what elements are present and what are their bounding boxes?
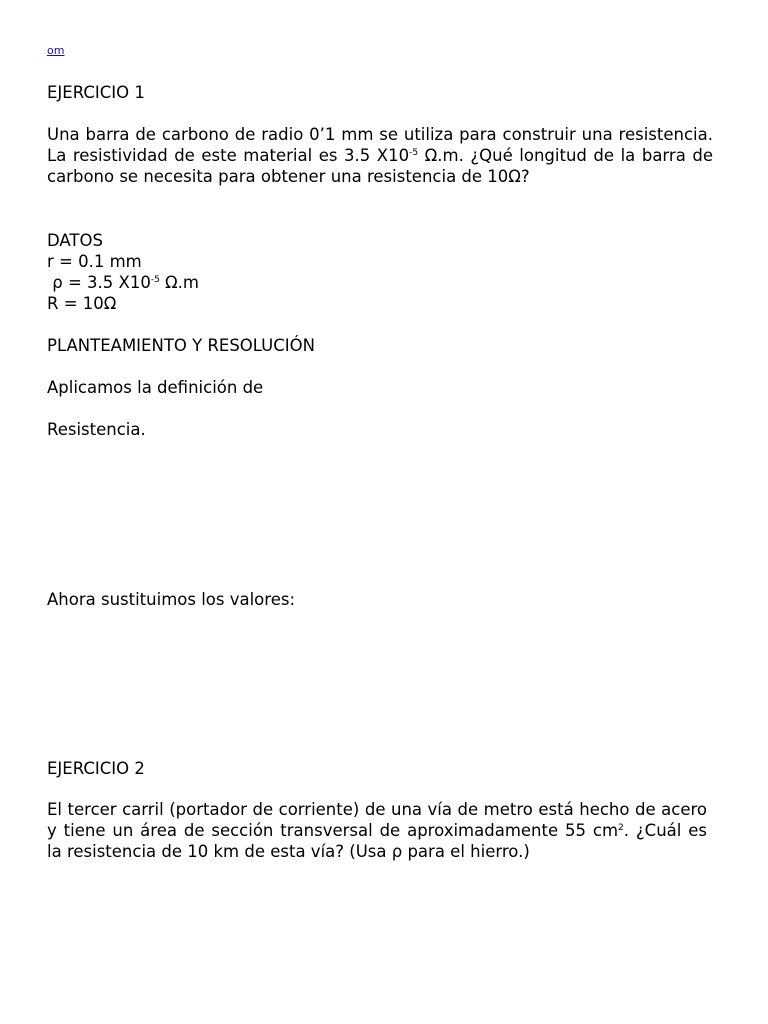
datos-resistance: R = 10Ω (47, 294, 117, 313)
exercise-2-title: EJERCICIO 2 (47, 759, 145, 778)
datos-resistivity-unit: Ω.m (159, 273, 199, 292)
exercise-1-statement (47, 124, 713, 187)
planteamiento-title: PLANTEAMIENTO Y RESOLUCIÓN (47, 336, 315, 355)
document-page (47, 0, 713, 1024)
exercise-2-statement (47, 799, 707, 862)
exercise-1-statement-text: Una barra de carbono de radio 0’1 mm se utiliza para construir una resistencia. La resistividad de este material es 3.5 X10 (47, 125, 713, 165)
ahora-text: Ahora sustituimos los valores: (47, 590, 296, 609)
datos-title: DATOS (47, 231, 103, 250)
datos-radius: r = 0.1 mm (47, 252, 142, 271)
resistencia-text: Resistencia. (47, 420, 146, 439)
datos-resistivity (47, 272, 713, 293)
exponent: 2 (618, 823, 624, 833)
exponent: -5 (150, 275, 160, 285)
header-link[interactable]: om (47, 44, 65, 57)
exercise-2-statement-text-cont: . ¿Cuál es la resistencia de 10 km de esta vía? (Usa ρ para el hierro.) (47, 821, 707, 861)
exercise-1-title: EJERCICIO 1 (47, 83, 145, 102)
datos-block (47, 230, 713, 314)
exercise-2-statement-text: El tercer carril (portador de corriente) de una vía de metro está hecho de acero y tiene un área de sección transversal de aproximadamente 55 cm (47, 800, 707, 840)
aplicamos-text: Aplicamos la definición de (47, 378, 264, 397)
exponent: -5 (409, 148, 419, 158)
datos-resistivity-text: ρ = 3.5 X10 (47, 273, 151, 292)
exercise-1-statement-text-cont: Ω.m. ¿Qué longitud de la barra de carbono se necesita para obtener una resistencia de 10Ω? (47, 146, 713, 186)
